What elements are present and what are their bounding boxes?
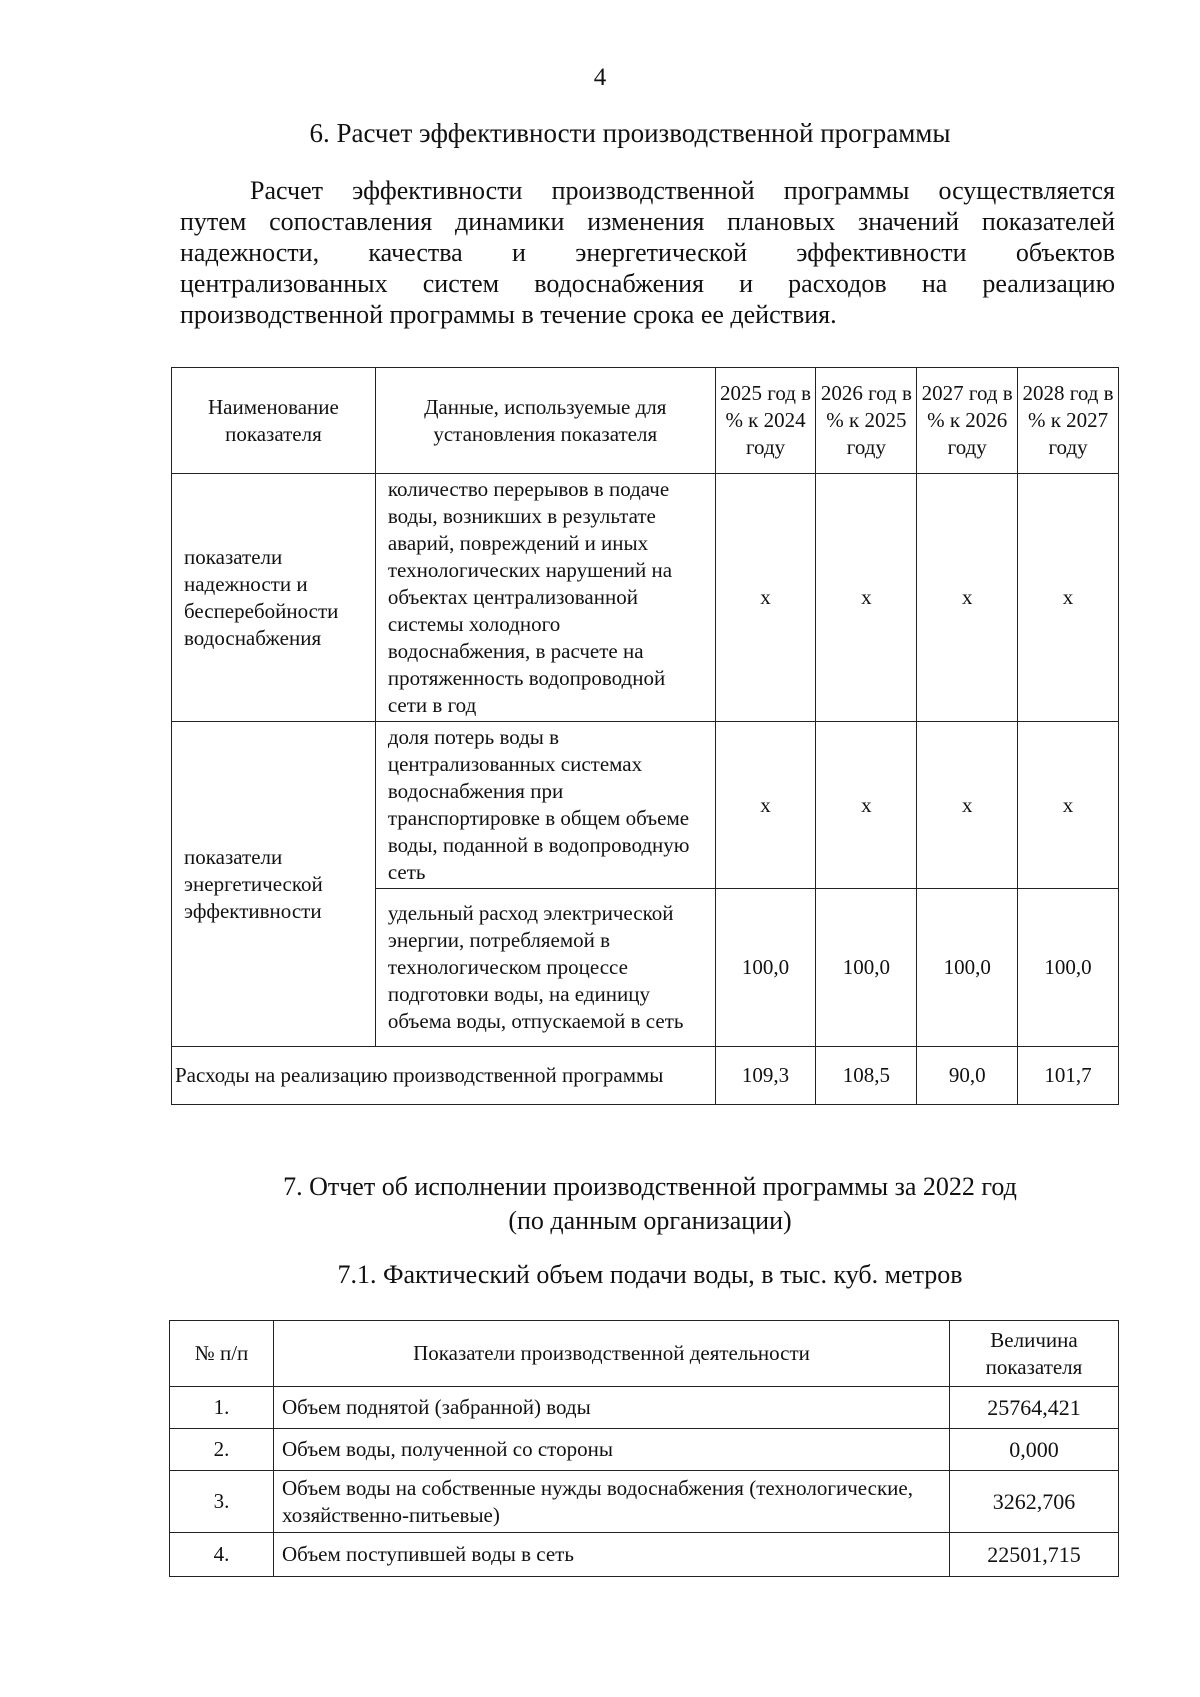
value-2028: х <box>1018 722 1119 889</box>
header-indicator-name: Наименование показателя <box>172 368 376 474</box>
page-number: 4 <box>593 64 607 91</box>
row-value: 22501,715 <box>950 1533 1119 1577</box>
row-number: 2. <box>170 1429 274 1471</box>
section-6-title: 6. Расчет эффективности производственной программы <box>309 118 951 148</box>
section-7-1-subtitle: 7.1. Фактический объем подачи воды, в тыс. куб. метров <box>337 1260 963 1289</box>
intro-line: производственной программы в течение срока ее действия. <box>180 300 837 329</box>
indicator-data-description: доля потерь воды в централизованных системах водоснабжения при транспортировке в общем объеме воды, поданной в водопроводную сеть <box>375 722 715 889</box>
header-year-2027: 2027 год в % к 2026 году <box>917 368 1018 474</box>
indicator-data-description: удельный расход электрической энергии, потребляемой в технологическом процессе подготовки воды, на единицу объема воды, отпускаемой в сеть <box>375 889 715 1047</box>
row-number: 3. <box>170 1471 274 1533</box>
efficiency-table <box>171 367 1119 1105</box>
row-number: 1. <box>170 1387 274 1429</box>
table-row <box>170 1429 1119 1471</box>
water-supply-table <box>169 1320 1119 1577</box>
section-7-title-line1: 7. Отчет об исполнении производственной программы за 2022 год <box>283 1172 1017 1201</box>
table-row-total <box>172 1047 1119 1105</box>
row-value: 25764,421 <box>950 1387 1119 1429</box>
intro-line: централизованных систем водоснабжения и расходов на реализацию <box>180 269 1115 298</box>
table-row <box>170 1471 1119 1533</box>
header-indicator: Показатели производственной деятельности <box>274 1321 950 1387</box>
header-year-2026: 2026 год в % к 2025 году <box>816 368 917 474</box>
water-supply-header-row <box>170 1321 1119 1387</box>
total-value-2026: 108,5 <box>816 1047 917 1105</box>
row-indicator: Объем поднятой (забранной) воды <box>274 1387 950 1429</box>
row-value: 3262,706 <box>950 1471 1119 1533</box>
table-row <box>172 722 1119 889</box>
header-year-2025: 2025 год в % к 2024 году <box>715 368 816 474</box>
value-2026: 100,0 <box>816 889 917 1047</box>
section-7-title <box>230 1170 1070 1238</box>
intro-line: путем сопоставления динамики изменения плановых значений показателей <box>180 207 1115 236</box>
row-value: 0,000 <box>950 1429 1119 1471</box>
value-2026: х <box>816 474 917 722</box>
header-number: № п/п <box>170 1321 274 1387</box>
value-2027: 100,0 <box>917 889 1018 1047</box>
value-2025: х <box>715 474 816 722</box>
value-2025: х <box>715 722 816 889</box>
table-row <box>170 1387 1119 1429</box>
section-7-title-line2: (по данным организации) <box>508 1206 792 1235</box>
row-number: 4. <box>170 1533 274 1577</box>
value-2026: х <box>816 722 917 889</box>
value-2028: х <box>1018 474 1119 722</box>
indicator-group-name: показатели энергетической эффективности <box>172 722 376 1047</box>
row-indicator: Объем воды на собственные нужды водоснабжения (технологические, хозяйственно-питьевые) <box>274 1471 950 1533</box>
value-2028: 100,0 <box>1018 889 1119 1047</box>
row-indicator: Объем поступившей воды в сеть <box>274 1533 950 1577</box>
value-2027: х <box>917 722 1018 889</box>
total-value-2027: 90,0 <box>917 1047 1018 1105</box>
total-expenses-label: Расходы на реализацию производственной программы <box>172 1047 716 1105</box>
intro-line: Расчет эффективности производственной программы осуществляется <box>250 176 1115 205</box>
indicator-group-name: показатели надежности и бесперебойности водоснабжения <box>172 474 376 722</box>
value-2025: 100,0 <box>715 889 816 1047</box>
header-year-2028: 2028 год в % к 2027 году <box>1018 368 1119 474</box>
table-row <box>172 474 1119 722</box>
section-6-intro <box>180 175 1115 330</box>
header-indicator-data: Данные, используемые для установления показателя <box>375 368 715 474</box>
intro-line: надежности, качества и энергетической эффективности объектов <box>180 238 1115 267</box>
efficiency-table-header-row <box>172 368 1119 474</box>
row-indicator: Объем воды, полученной со стороны <box>274 1429 950 1471</box>
value-2027: х <box>917 474 1018 722</box>
table-row <box>170 1533 1119 1577</box>
indicator-data-description: количество перерывов в подаче воды, возникших в результате аварий, повреждений и иных технологических нарушений на объектах централизованной системы холодного водоснабжения, в расчете на протяженность водопроводной сети в год <box>375 474 715 722</box>
header-value: Величина показателя <box>950 1321 1119 1387</box>
total-value-2025: 109,3 <box>715 1047 816 1105</box>
total-value-2028: 101,7 <box>1018 1047 1119 1105</box>
